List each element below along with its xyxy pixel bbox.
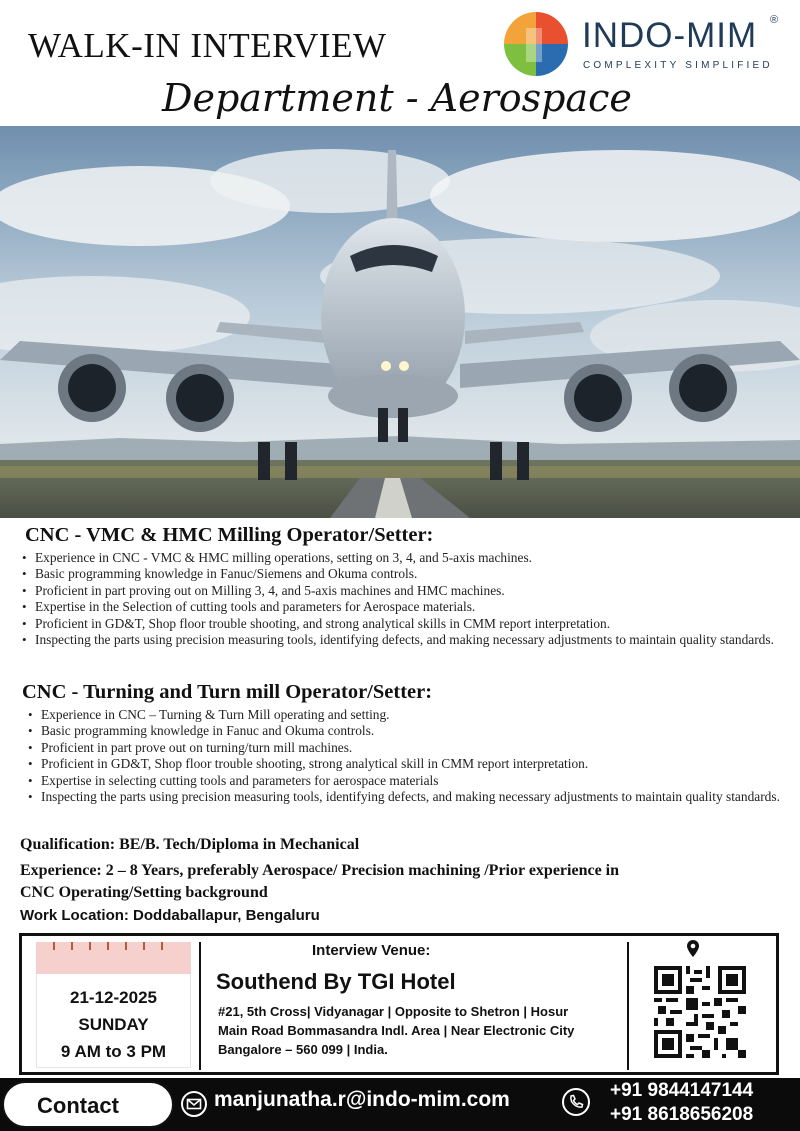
logo-mark-icon xyxy=(502,10,570,78)
list-item: • Expertise in selecting cutting tools and parameters for aerospace materials xyxy=(26,773,782,789)
list-item: • Inspecting the parts using precision measuring tools, identifying defects, and making necessary adjustments to maintain quality standards. xyxy=(26,789,782,805)
section-title: CNC - VMC & HMC Milling Operator/Setter: xyxy=(25,524,434,546)
list-item: • Basic programming knowledge in Fanuc/Siemens and Okuma controls. xyxy=(20,566,790,582)
divider xyxy=(627,942,629,1070)
contact-phones xyxy=(610,1079,753,1127)
interview-date: 21-12-2025 xyxy=(70,988,157,1007)
requirements-list xyxy=(20,550,790,648)
contact-phone-2[interactable]: +91 8618656208 xyxy=(610,1104,754,1125)
list-item: • Proficient in GD&T, Shop floor trouble shooting, and strong analytical skills in CMM report interpretation. xyxy=(20,616,790,632)
interview-time: 9 AM to 3 PM xyxy=(60,1042,167,1061)
company-logo xyxy=(502,10,782,80)
airplane-photo-icon xyxy=(0,126,800,518)
venue-label: Interview Venue: xyxy=(312,942,431,959)
contact-bar xyxy=(0,1078,800,1131)
date-calendar xyxy=(36,942,191,1068)
address-line-2: Main Road Bommasandra Indl. Area | Near Electronic City xyxy=(218,1023,575,1038)
hero-image xyxy=(0,126,800,518)
logo-tagline: COMPLEXITY SIMPLIFIED xyxy=(583,60,773,71)
interview-day: SUNDAY xyxy=(78,1015,149,1034)
venue-box xyxy=(19,933,779,1075)
list-item: • Expertise in the Selection of cutting tools and parameters for Aerospace materials. xyxy=(20,599,790,615)
experience-line-2: CNC Operating/Setting background xyxy=(20,884,268,901)
requirements-list xyxy=(22,707,782,805)
address-line-1: #21, 5th Cross| Vidyanagar | Opposite to Shetron | Hosur xyxy=(218,1004,569,1019)
venue-name: Southend By TGI Hotel xyxy=(216,969,456,994)
section-title: CNC - Turning and Turn mill Operator/Setter: xyxy=(22,681,433,703)
section-turning xyxy=(22,681,782,805)
header xyxy=(0,0,800,128)
list-item: • Inspecting the parts using precision measuring tools, identifying defects, and making necessary adjustments to maintain quality standards. xyxy=(20,632,790,648)
divider xyxy=(199,942,201,1070)
phone-icon xyxy=(562,1088,590,1116)
list-item: • Experience in CNC – Turning & Turn Mill operating and setting. xyxy=(26,707,782,723)
section-milling xyxy=(20,524,790,648)
contact-phone-1[interactable]: +91 9844147144 xyxy=(610,1080,754,1101)
address-line-3: Bangalore – 560 099 | India. xyxy=(218,1042,388,1057)
contact-pill xyxy=(2,1081,174,1128)
contact-label: Contact xyxy=(37,1093,119,1118)
experience-line-1: Experience: 2 – 8 Years, preferably Aerospace/ Precision machining /Prior experience in xyxy=(20,862,620,879)
logo-registered-mark: ® xyxy=(770,14,779,26)
list-item: • Proficient in GD&T, Shop floor trouble shooting, strong analytical skill in CMM report interpretation. xyxy=(26,756,782,772)
venue-address xyxy=(218,1002,618,1059)
location-pin-icon xyxy=(686,940,700,958)
work-location: Work Location: Doddaballapur, Bengaluru xyxy=(20,907,320,924)
list-item: • Proficient in part prove out on turning/turn mill machines. xyxy=(26,740,782,756)
contact-email[interactable]: manjunatha.r@indo-mim.com xyxy=(214,1088,510,1111)
page-title: WALK-IN INTERVIEW xyxy=(28,26,387,65)
list-item: • Proficient in part proving out on Milling 3, 4, and 5-axis machines and HMC machines. xyxy=(20,583,790,599)
mail-icon xyxy=(181,1091,207,1117)
department-title: Department - Aerospace xyxy=(162,76,632,120)
logo-name: INDO-MIM xyxy=(582,16,758,55)
list-item: • Experience in CNC - VMC & HMC milling operations, setting on 3, 4, and 5-axis machines. xyxy=(20,550,790,566)
list-item: • Basic programming knowledge in Fanuc and Okuma controls. xyxy=(26,723,782,739)
qr-code-icon[interactable] xyxy=(654,966,746,1058)
calendar-rings-icon xyxy=(52,942,177,954)
qualification: Qualification: BE/B. Tech/Diploma in Mechanical xyxy=(20,836,360,853)
